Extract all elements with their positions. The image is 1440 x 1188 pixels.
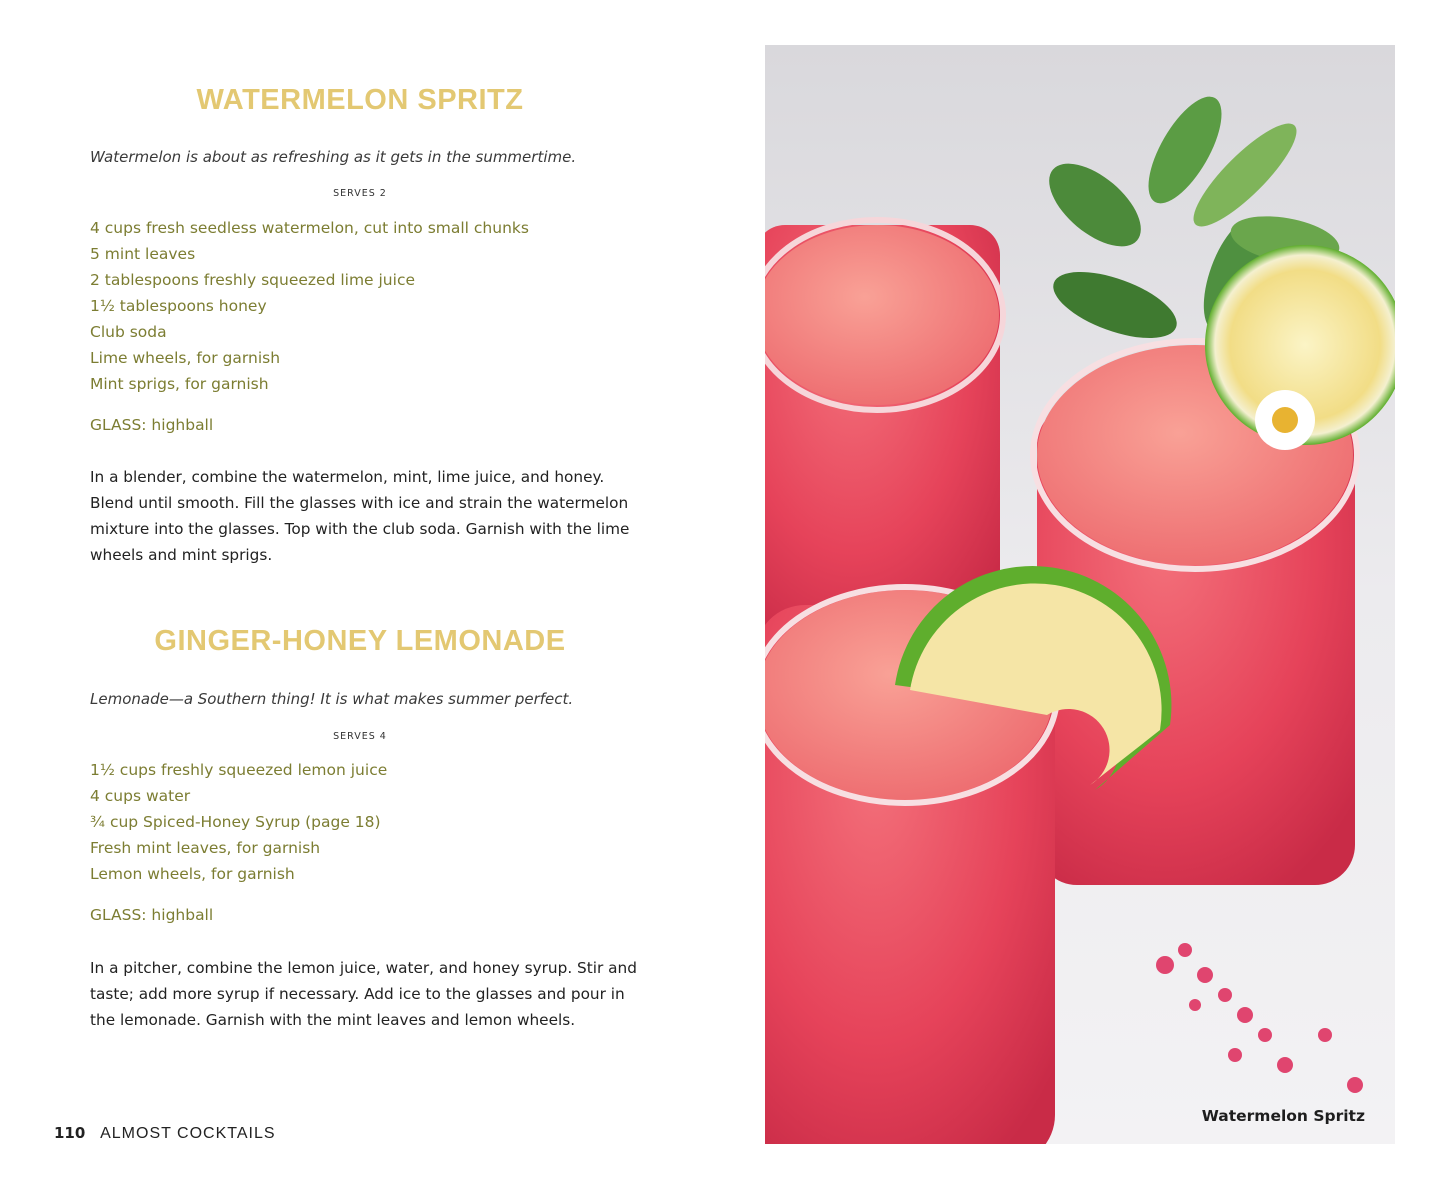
ingredient-item: 4 cups water (90, 787, 191, 805)
ingredient-item: Fresh mint leaves, for garnish (90, 839, 321, 857)
ingredient-item: Club soda (90, 323, 167, 341)
glass-type: GLASS: highball (90, 416, 214, 434)
recipe-method: In a blender, combine the watermelon, mint, lime juice, and honey. Blend until smooth. Fill the glasses with ice and strain the watermelon mixture into the glasses. Top with the club soda. Garnish with the lime wheels and mint sprigs. (90, 468, 630, 564)
ingredient-item: 1½ tablespoons honey (90, 297, 267, 315)
serves-label: SERVES 4 (333, 731, 387, 742)
page-footer (54, 1124, 276, 1143)
recipe-title: WATERMELON SPRITZ (196, 84, 524, 116)
photo-illustration (765, 45, 1395, 1144)
ingredient-list (90, 757, 650, 887)
serves-label: SERVES 2 (333, 188, 387, 199)
ingredient-item: Mint sprigs, for garnish (90, 375, 269, 393)
ingredient-item: ¾ cup Spiced-Honey Syrup (page 18) (90, 813, 381, 831)
photo-caption: Watermelon Spritz (1201, 1107, 1365, 1125)
book-title: ALMOST COCKTAILS (100, 1125, 276, 1142)
recipe-intro: Watermelon is about as refreshing as it gets in the summertime. (90, 148, 577, 166)
drink-photo (765, 45, 1395, 1144)
glass-type: GLASS: highball (90, 906, 214, 924)
recipe-title: GINGER-HONEY LEMONADE (154, 625, 566, 657)
ingredient-item: Lime wheels, for garnish (90, 349, 281, 367)
ingredient-item: 4 cups fresh seedless watermelon, cut into small chunks (90, 219, 529, 237)
ingredient-item: 1½ cups freshly squeezed lemon juice (90, 761, 388, 779)
ingredient-item: Lemon wheels, for garnish (90, 865, 295, 883)
recipe-intro: Lemonade—a Southern thing! It is what makes summer perfect. (90, 690, 574, 708)
ingredient-item: 2 tablespoons freshly squeezed lime juice (90, 271, 416, 289)
page-number: 110 (54, 1124, 86, 1142)
ingredient-list (90, 215, 650, 397)
recipe-method: In a pitcher, combine the lemon juice, water, and honey syrup. Stir and taste; add more syrup if necessary. Add ice to the glasses and pour in the lemonade. Garnish with the mint leaves and lemon wheels. (90, 959, 637, 1029)
ingredient-item: 5 mint leaves (90, 245, 196, 263)
